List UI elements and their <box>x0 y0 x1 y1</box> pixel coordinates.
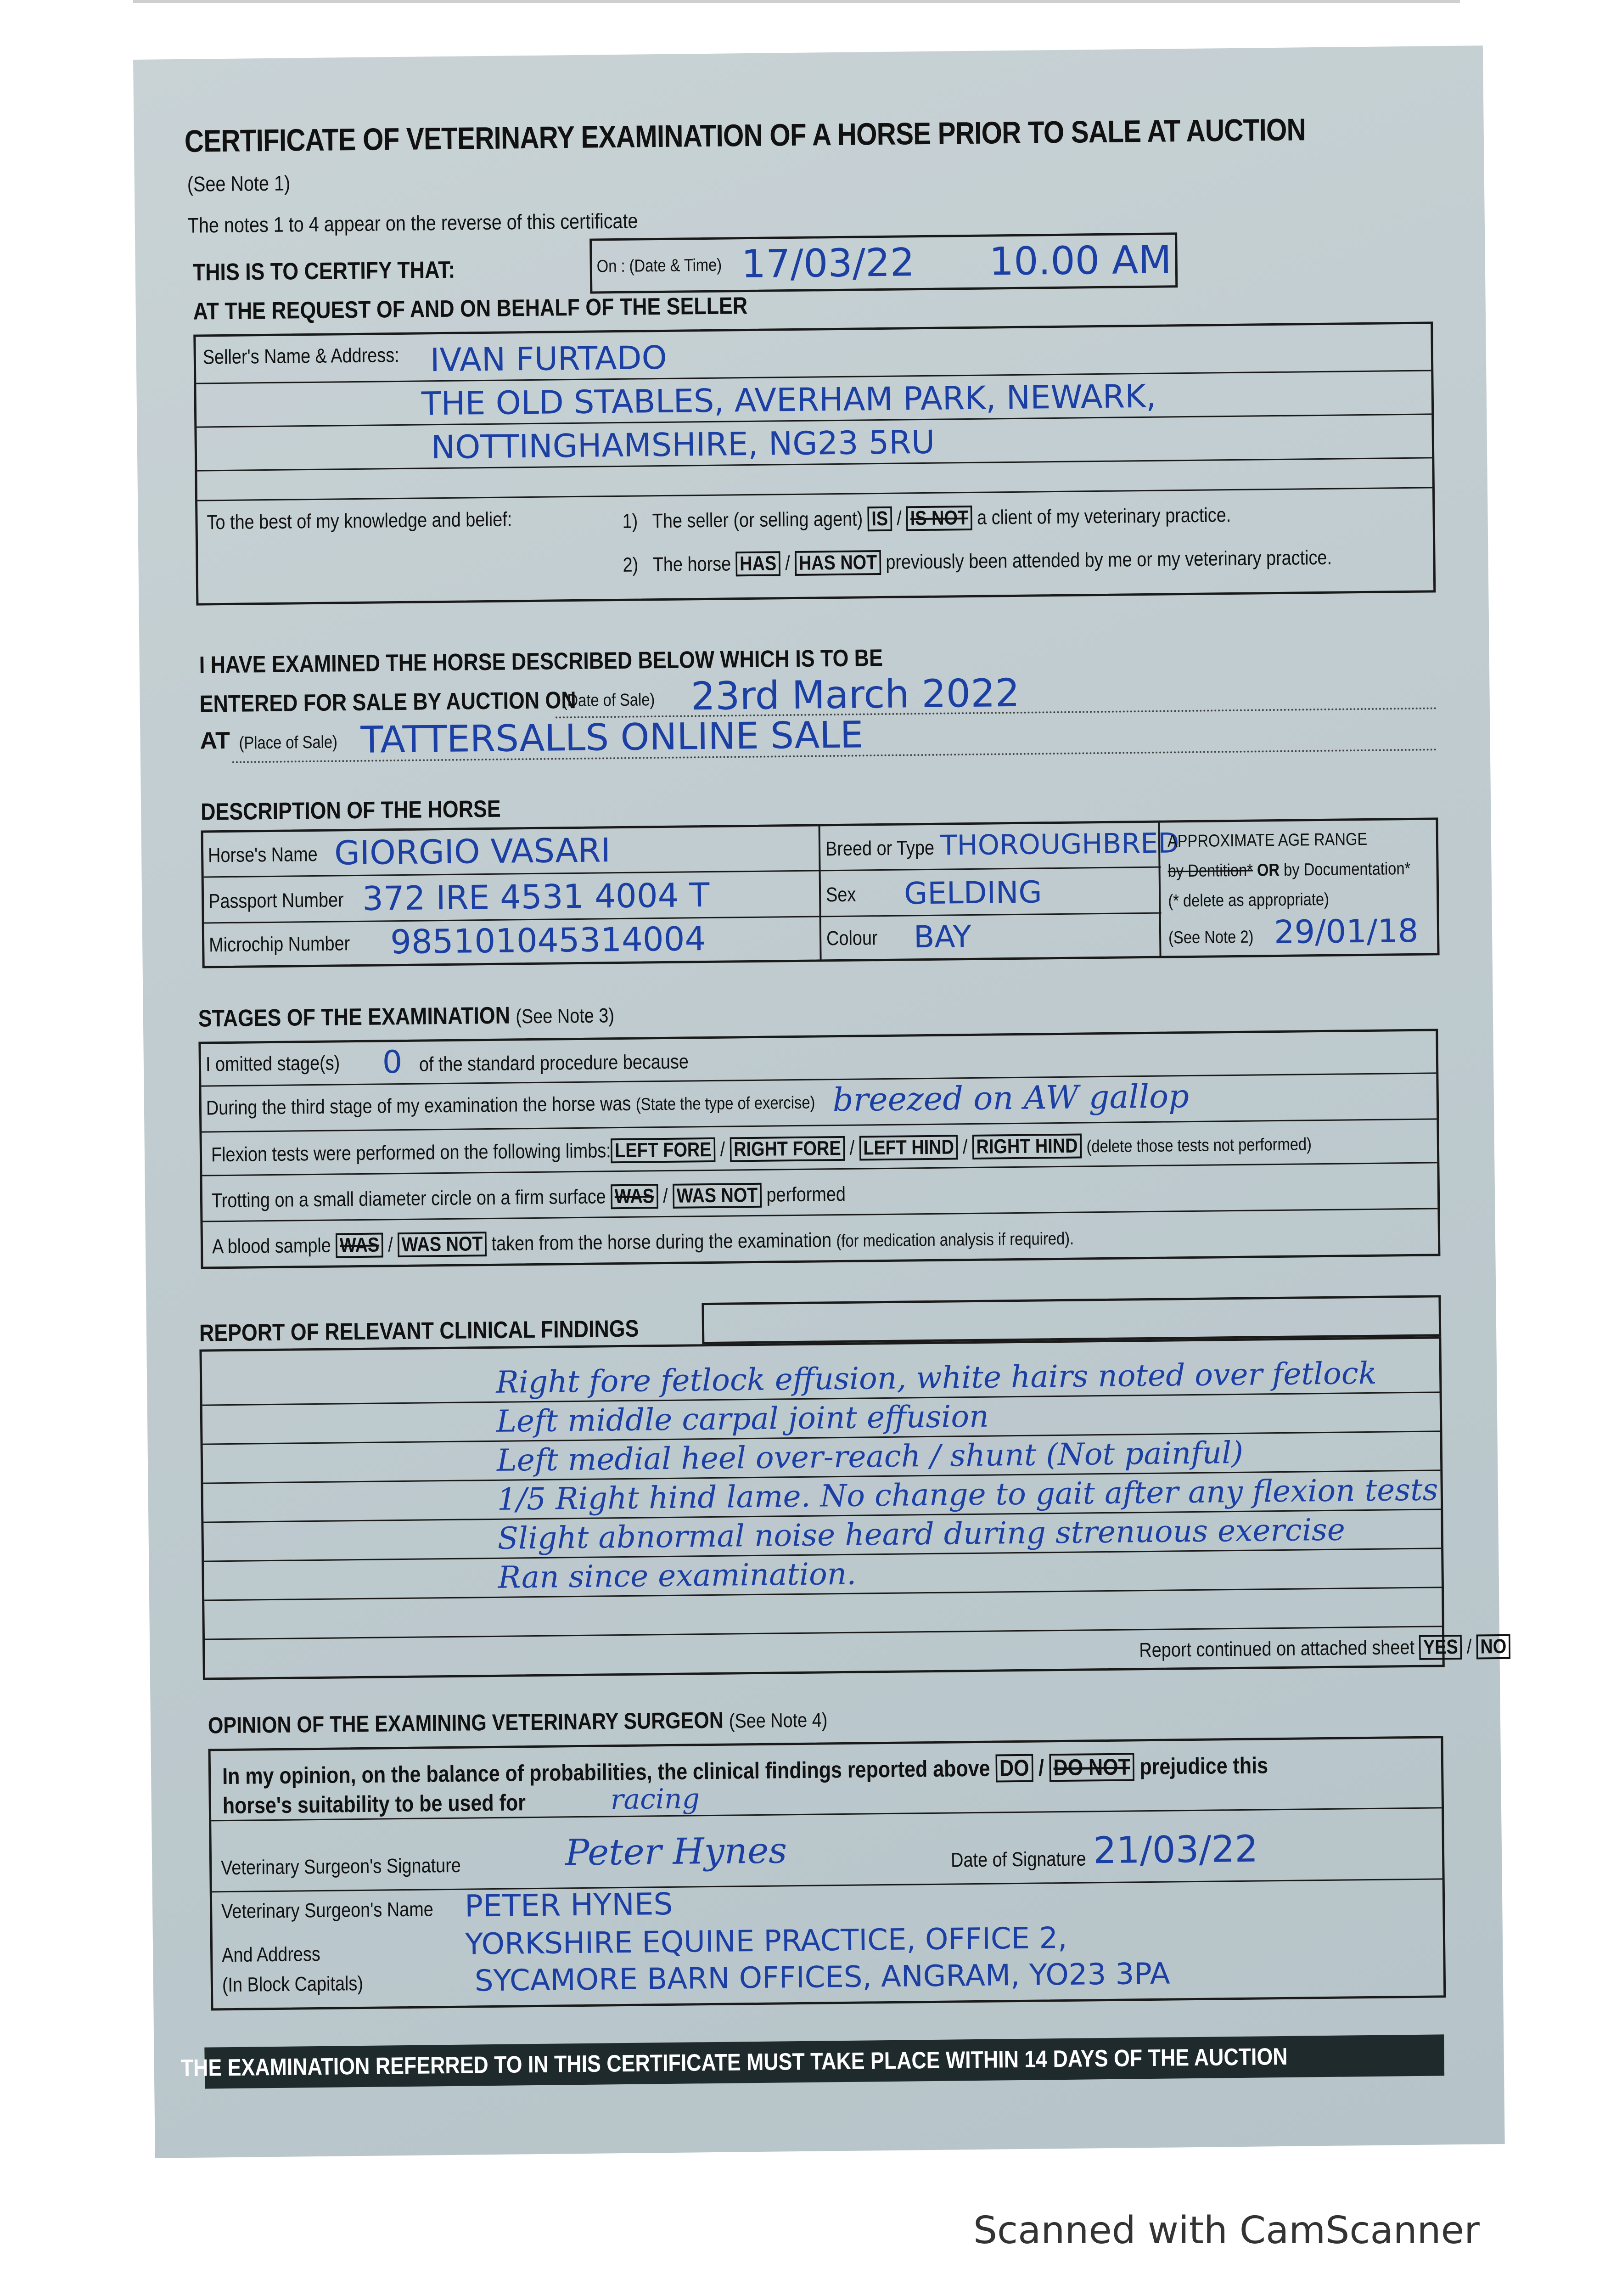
finding-1: Right fore fetlock effusion, white hairs noted over fetlock <box>495 1355 1377 1400</box>
age-value: 29/01/18 <box>1274 912 1419 951</box>
trot-row: Trotting on a small diameter circle on a firm surface WAS / WAS NOT performed <box>211 1182 846 1212</box>
certificate-sheet <box>133 45 1505 2158</box>
finding-2: Left middle carpal joint effusion <box>496 1398 989 1439</box>
notes-line: The notes 1 to 4 appear on the reverse of this certificate <box>187 208 638 237</box>
seller-address-2: NOTTINGHAMSHIRE, NG23 5RU <box>431 423 935 467</box>
camscanner-watermark: Scanned with CamScanner <box>973 2209 1480 2252</box>
entered-line: ENTERED FOR SALE BY AUCTION ON <box>199 687 576 718</box>
flexion-row: Flexion tests were performed on the following limbs: LEFT FORE / RIGHT FORE / LEFT HIND / RIGHT HIND (delete those tests not performed) <box>211 1129 1491 1167</box>
omitted-value: 0 <box>382 1044 403 1081</box>
vet-address-1: YORKSHIRE EQUINE PRACTICE, OFFICE 2, <box>465 1921 1067 1962</box>
breed-value: THOROUGHBRED <box>940 827 1179 862</box>
scan-edge <box>133 0 1460 3</box>
blood-row: A blood sample WAS / WAS NOT taken from the horse during the examination (for medication analysis if required). <box>212 1229 1074 1258</box>
vet-name-label: Veterinary Surgeon's Name <box>221 1898 434 1923</box>
block-capitals-note: (In Block Capitals) <box>222 1972 364 1997</box>
knowledge-label: To the best of my knowledge and belief: <box>207 508 512 534</box>
exam-date: 17/03/22 <box>741 240 915 287</box>
colour-label: Colour <box>826 927 878 950</box>
finding-4: 1/5 Right hind lame. No change to gait after any flexion tests <box>497 1472 1438 1517</box>
intended-use: racing <box>610 1783 700 1816</box>
place-of-sale-label: (Place of Sale) <box>239 732 338 753</box>
knowledge-item-1: 1) The seller (or selling agent) IS / IS NOT a client of my veterinary practice. <box>622 504 1231 533</box>
certificate-title: CERTIFICATE OF VETERINARY EXAMINATION OF A HORSE PRIOR TO SALE AT AUCTION <box>184 112 1306 159</box>
opinion-text-2: horse's suitability to be used for <box>222 1790 526 1819</box>
certify-label: THIS IS TO CERTIFY THAT: <box>192 256 455 286</box>
report-continued: Report continued on attached sheet YES / NO <box>1139 1633 1571 1663</box>
date-of-sale-label: (Date of Sale) <box>562 690 655 711</box>
date-of-sale: 23rd March 2022 <box>690 670 1020 719</box>
sex-value: GELDING <box>904 874 1042 912</box>
date-signature-label: Date of Signature <box>950 1847 1086 1872</box>
vet-address-2: SYCAMORE BARN OFFICES, ANGRAM, YO23 3PA <box>474 1957 1170 1998</box>
colour-value: BAY <box>913 918 972 955</box>
age-see-note-2: (See Note 2) <box>1168 927 1254 948</box>
third-stage-label: During the third stage of my examination the horse was (State the type of exercise) <box>206 1092 815 1120</box>
horse-name-label: Horse's Name <box>208 843 318 867</box>
finding-3: Left medial heel over-reach / shunt (Not painful) <box>496 1435 1244 1478</box>
opinion-title: OPINION OF THE EXAMINING VETERINARY SURGEON (See Note 4) <box>208 1707 828 1739</box>
microchip-label: Microchip Number <box>208 932 350 957</box>
third-stage-value: breezed on AW gallop <box>832 1077 1190 1119</box>
auction-warning-banner: THE EXAMINATION REFERRED TO IN THIS CERTIFICATE MUST TAKE PLACE WITHIN 14 DAYS OF THE AUCTION <box>204 2034 1444 2088</box>
vet-address-label: And Address <box>221 1942 321 1967</box>
passport-number: 372 IRE 4531 4004 T <box>362 875 710 918</box>
horse-section-title: DESCRIPTION OF THE HORSE <box>200 795 501 826</box>
seller-name-label: Seller's Name & Address: <box>202 343 399 369</box>
place-of-sale: TATTERSALLS ONLINE SALE <box>360 713 864 761</box>
date-signature: 21/03/22 <box>1093 1827 1258 1872</box>
age-range-title: APPROXIMATE AGE RANGE <box>1167 829 1368 851</box>
seller-name: IVAN FURTADO <box>430 338 668 379</box>
signature-label: Veterinary Surgeon's Signature <box>220 1854 461 1880</box>
stages-title: STAGES OF THE EXAMINATION (See Note 3) <box>198 1002 615 1032</box>
breed-label: Breed or Type <box>825 836 935 861</box>
request-line: AT THE REQUEST OF AND ON BEHALF OF THE SELLER <box>193 293 748 325</box>
finding-5: Slight abnormal noise heard during strenuous exercise <box>497 1512 1346 1556</box>
see-note-1: (See Note 1) <box>187 171 291 196</box>
report-title-box <box>702 1295 1441 1344</box>
finding-6: Ran since examination. <box>498 1556 857 1595</box>
age-delete-note: (* delete as appropriate) <box>1168 889 1330 911</box>
sex-label: Sex <box>825 883 856 906</box>
report-title: REPORT OF RELEVANT CLINICAL FINDINGS <box>199 1315 639 1347</box>
examined-line: I HAVE EXAMINED THE HORSE DESCRIBED BELOW WHICH IS TO BE <box>199 644 883 679</box>
seller-address-1: THE OLD STABLES, AVERHAM PARK, NEWARK, <box>421 377 1156 423</box>
on-date-time-label: On : (Date & Time) <box>596 255 722 276</box>
omitted-post: of the standard procedure because <box>419 1050 689 1076</box>
horse-name: GIORGIO VASARI <box>334 831 611 872</box>
age-method: by Dentition* OR by Documentation* <box>1167 859 1411 881</box>
knowledge-item-2: 2) The horse HAS / HAS NOT previously been attended by me or my veterinary practice. <box>623 546 1332 576</box>
opinion-text-1: In my opinion, on the balance of probabilities, the clinical findings reported above DO / DO NOT prejudice this <box>222 1752 1268 1790</box>
omitted-label: I omitted stage(s) <box>205 1052 340 1076</box>
at-label: AT <box>200 727 230 754</box>
vet-name: PETER HYNES <box>464 1886 673 1924</box>
exam-time: 10.00 AM <box>989 237 1172 284</box>
passport-label: Passport Number <box>208 889 344 913</box>
vet-signature: Peter Hynes <box>565 1830 787 1874</box>
microchip-number: 985101045314004 <box>390 919 706 962</box>
